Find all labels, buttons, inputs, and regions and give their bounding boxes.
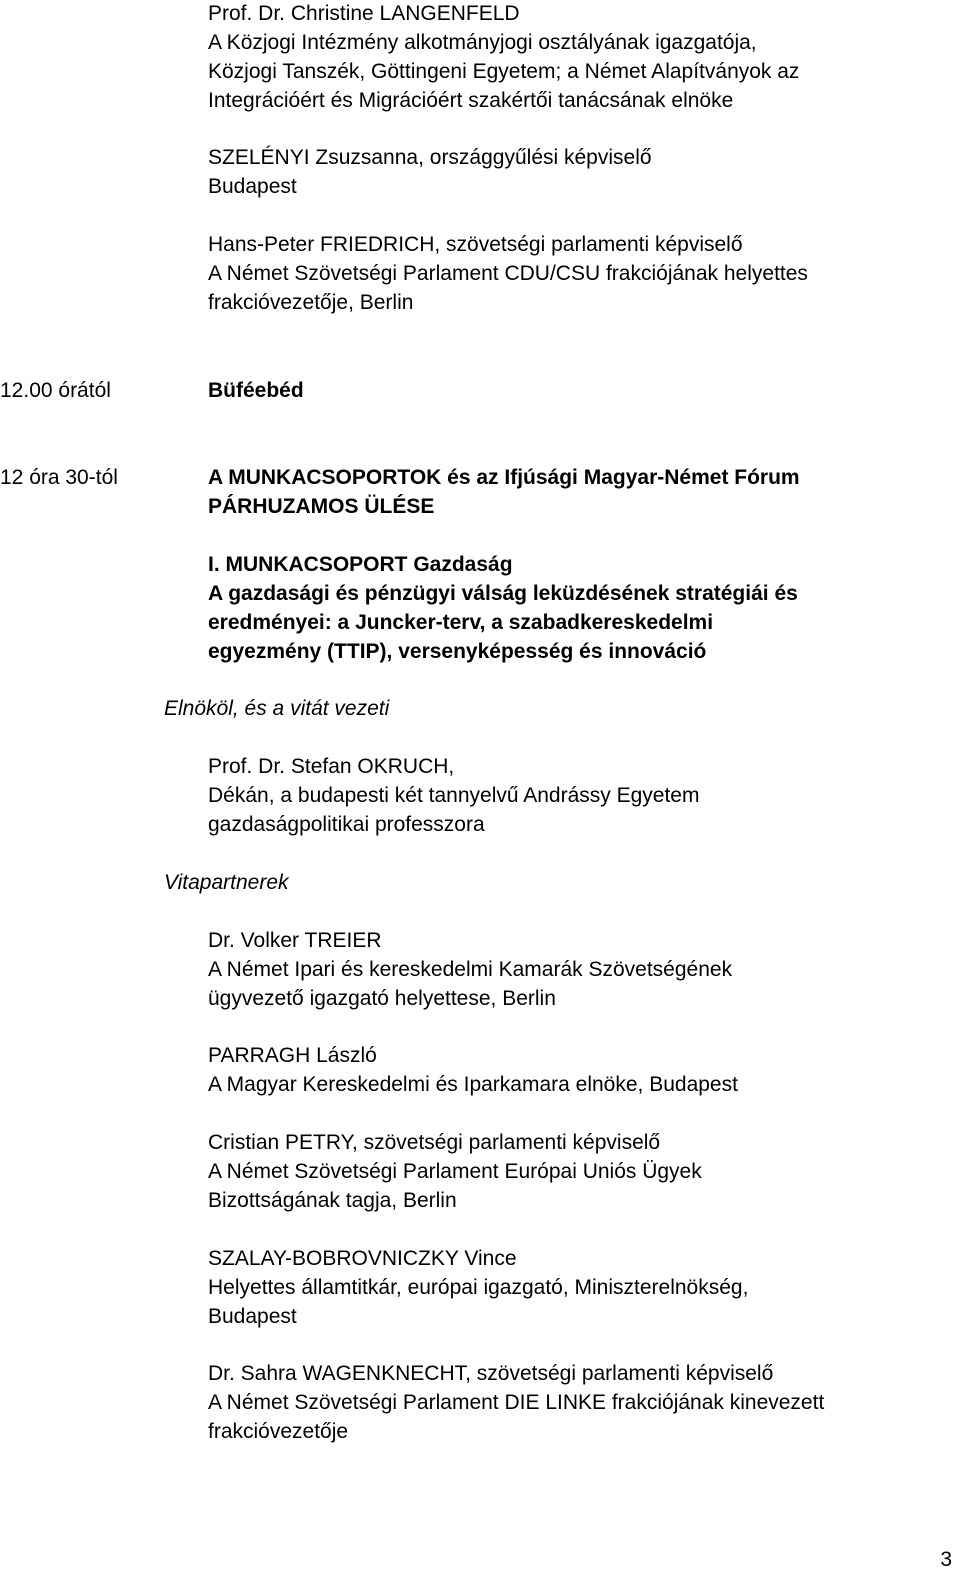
text-line: gazdaságpolitikai professzora [208,813,485,836]
text-line: Prof. Dr. Christine LANGENFELD [208,2,520,25]
partners-heading: Vitapartnerek [164,871,289,894]
text-line: SZELÉNYI Zsuzsanna, országgyűlési képviselő [208,146,652,169]
page-number: 3 [940,1548,952,1571]
text-line: Budapest [208,175,297,198]
text-line: Budapest [208,1305,297,1328]
workgroup-title: I. MUNKACSOPORT Gazdaság [208,553,513,576]
schedule-title: PÁRHUZAMOS ÜLÉSE [208,495,435,518]
text-line: Dr. Sahra WAGENKNECHT, szövetségi parlamenti képviselő [208,1362,774,1385]
text-line: Dr. Volker TREIER [208,929,382,952]
text-line: Hans-Peter FRIEDRICH, szövetségi parlamenti képviselő [208,233,743,256]
text-line: A Német Szövetségi Parlament DIE LINKE frakciójának kinevezett [208,1391,825,1414]
text-line: A Német Szövetségi Parlament Európai Uniós Ügyek [208,1160,702,1183]
schedule-title: Büféebéd [208,379,304,402]
text-line: SZALAY-BOBROVNICZKY Vince [208,1247,517,1270]
chair-heading: Elnököl, és a vitát vezeti [164,697,390,720]
text-line: A Közjogi Intézmény alkotmányjogi osztályának igazgatója, [208,31,757,54]
schedule-time: 12 óra 30-tól [0,466,118,489]
workgroup-topic: A gazdasági és pénzügyi válság leküzdésének stratégiái és [208,582,798,605]
workgroup-topic: eredményei: a Juncker-terv, a szabadkereskedelmi [208,611,714,634]
text-line: A Német Szövetségi Parlament CDU/CSU frakciójának helyettes [208,262,808,285]
text-line: Prof. Dr. Stefan OKRUCH, [208,755,455,778]
text-line: A Magyar Kereskedelmi és Iparkamara elnöke, Budapest [208,1073,738,1096]
schedule-time: 12.00 órától [0,379,111,402]
text-line: frakcióvezetője, Berlin [208,291,414,314]
text-line: Dékán, a budapesti két tannyelvű Andrássy Egyetem [208,784,700,807]
text-line: Bizottságának tagja, Berlin [208,1189,457,1212]
text-line: A Német Ipari és kereskedelmi Kamarák Szövetségének [208,958,733,981]
text-line: ügyvezető igazgató helyettese, Berlin [208,987,556,1010]
text-line: frakcióvezetője [208,1420,349,1443]
schedule-title: A MUNKACSOPORTOK és az Ifjúsági Magyar-Német Fórum [208,466,800,489]
workgroup-topic: egyezmény (TTIP), versenyképesség és innováció [208,640,707,663]
text-line: Cristian PETRY, szövetségi parlamenti képviselő [208,1131,661,1154]
text-line: Integrációért és Migrációért szakértői tanácsának elnöke [208,89,734,112]
text-line: Helyettes államtitkár, európai igazgató, Miniszterelnökség, [208,1276,749,1299]
text-line: Közjogi Tanszék, Göttingeni Egyetem; a Német Alapítványok az [208,60,800,83]
text-line: PARRAGH László [208,1044,377,1067]
